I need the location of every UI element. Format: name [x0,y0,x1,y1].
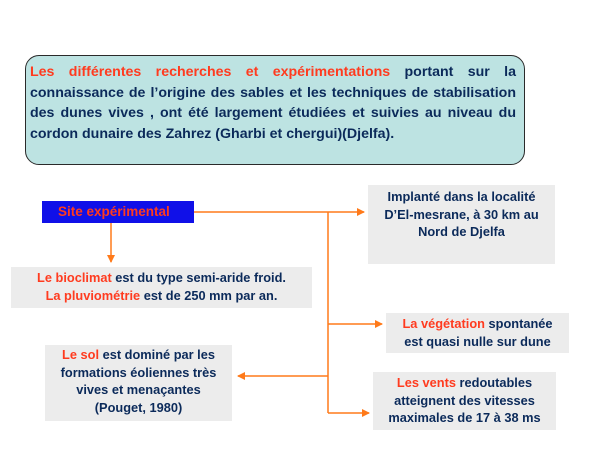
vents-line-2: atteignent des vitesses [394,392,535,408]
sol-line-3: vives et menaçantes [76,382,201,397]
sol-term: Le sol [62,347,100,362]
implant-line-1: Implanté dans la localité [387,189,536,204]
vegetation-text: spontanée [484,316,553,331]
sol-line-4: (Pouget, 1980) [94,399,183,415]
vents-text: redoutables [455,375,533,390]
pluviometrie-term: La pluviométrie [45,287,141,303]
intro-highlight: Les différentes recherches et expérimentations [30,64,391,80]
implant-line-3: Nord de Djelfa [418,224,505,239]
bioclimat-text: est du type semi-aride froid. [111,270,286,285]
vents-term: Les vents [396,375,456,390]
intro-text: portant sur la connaissance de l’origine des sables et les techniques de stabilisation des dunes vives , ont été largement étudiées et suivies au niveau du cordon dunaire des Zahrez (Gharbi et chergui)(Djelfa). [30,64,516,142]
vegetation-term: La végétation [402,316,485,331]
sol-text: est dominé par les [99,347,215,362]
vegetation-line-2: est quasi nulle sur dune [404,333,551,349]
sol-line-2: formations éoliennes très [60,364,217,380]
pluviometrie-text: est de 250 mm par an. [140,287,278,303]
site-label: Site expérimental [58,204,170,219]
bioclimat-term: Le bioclimat [37,270,112,285]
implant-line-2: D’El-mesrane, à 30 km au [384,206,539,222]
vents-line-3: maximales de 17 à 38 ms [388,410,541,425]
